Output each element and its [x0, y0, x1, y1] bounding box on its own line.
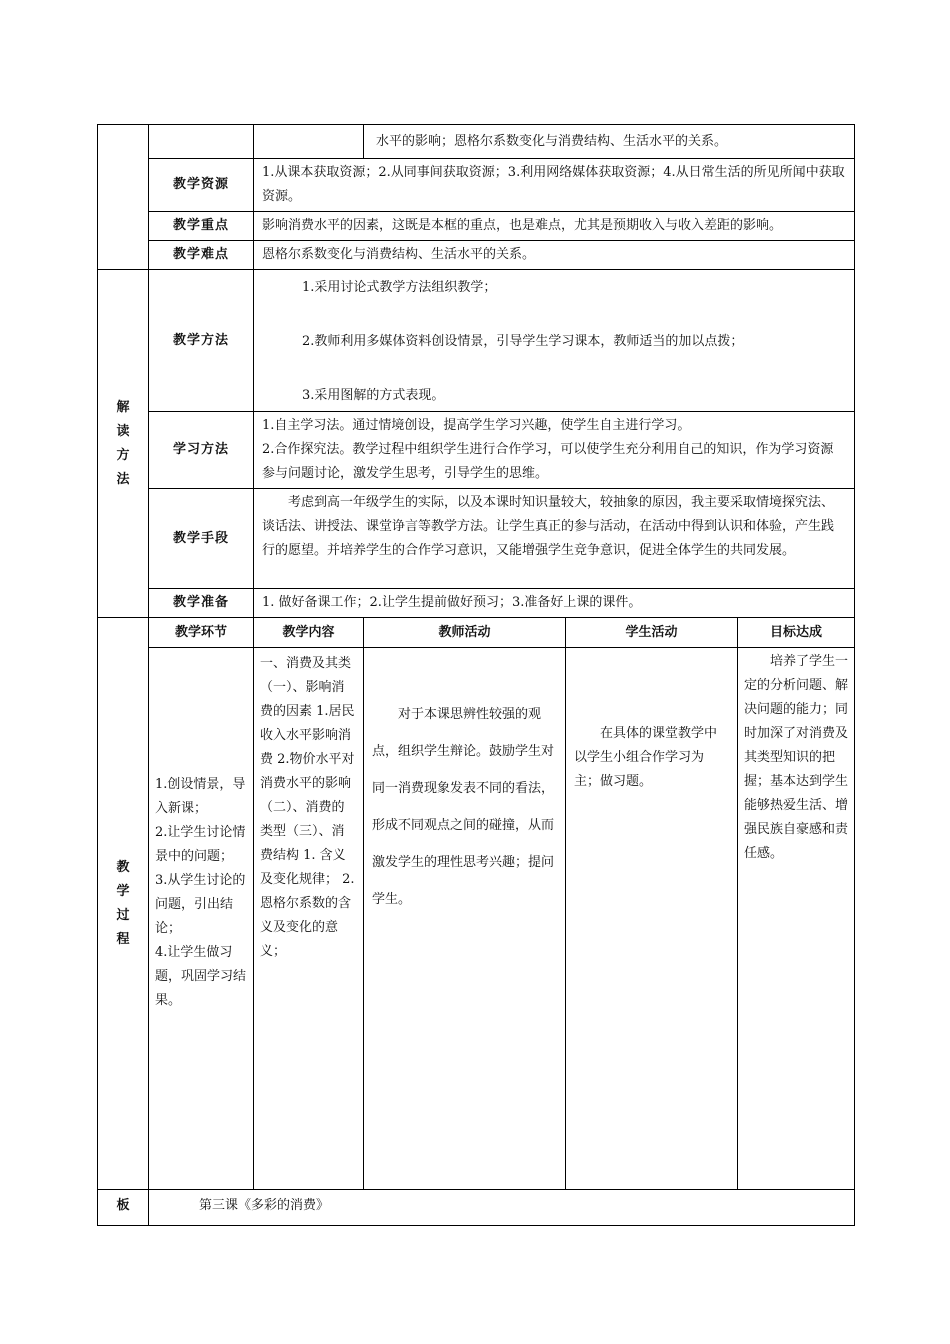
preparation-row — [98, 589, 855, 618]
lesson-plan-table — [97, 124, 855, 1226]
section-blank-cell — [98, 125, 149, 270]
learning-method-text — [254, 412, 855, 489]
stage-item: 2.让学生讨论情景中的问题； — [155, 824, 246, 864]
section-char: 过 — [116, 907, 130, 923]
section-char: 方 — [116, 447, 130, 463]
goal-cell: 培养了学生一定的分析问题、解决问题的能力；同时加深了对消费及其类型知识的把握；基本达到学生能够热爱生活、增强民族自豪感和责任感。 — [738, 648, 855, 1190]
header-content: 教学内容 — [254, 618, 364, 648]
content-cell: 一、消费及其类（一）、影响消费的因素 1.居民收入水平影响消费 2.物价水平对消费水平的影响（二）、消费的类型（三）、消费结构 1. 含义及变化规律； 2. 恩格尔系数的含义及变化的意义； — [254, 648, 364, 1190]
section-char: 学 — [116, 883, 130, 899]
section-teaching-process — [98, 618, 149, 1190]
process-header-row — [98, 618, 855, 648]
learning-method-item: 2.合作探究法。教学过程中组织学生进行合作学习，可以使学生充分利用自己的知识，作为学习资源参与问题讨论，激发学生思考，引导学生的思维。 — [262, 442, 834, 481]
section-char: 法 — [116, 471, 130, 487]
header-stage: 教学环节 — [149, 618, 254, 648]
header-student: 学生活动 — [566, 618, 738, 648]
learning-method-row — [98, 412, 855, 489]
learning-method-label: 学习方法 — [149, 412, 254, 489]
board-label: 板 — [98, 1190, 149, 1226]
teaching-method-item: 1.采用讨论式教学方法组织教学； — [302, 280, 497, 295]
resources-text: 1.从课本获取资源；2.从同事间获取资源；3.利用网络媒体获取资源；4.从日常生活的所见所闻中获取资源。 — [254, 159, 855, 212]
continuation-text: 水平的影响；恩格尔系数变化与消费结构、生活水平的关系。 — [364, 125, 855, 159]
learning-method-item: 1.自主学习法。通过情境创设，提高学生学习兴趣，使学生自主进行学习。 — [262, 418, 691, 433]
section-interpret-methods — [98, 270, 149, 618]
teacher-cell: 对于本课思辨性较强的观点，组织学生辩论。鼓励学生对同一消费现象发表不同的看法，形成不同观点之间的碰撞，从而激发学生的理性思考兴趣；提问学生。 — [364, 648, 566, 1190]
process-body-row — [98, 648, 855, 1190]
header-goal: 目标达成 — [738, 618, 855, 648]
preparation-text: 1. 做好备课工作；2.让学生提前做好预习；3.准备好上课的课件。 — [254, 589, 855, 618]
preparation-label: 教学准备 — [149, 589, 254, 618]
teaching-method-item: 3.采用图解的方式表现。 — [302, 388, 445, 403]
student-cell: 在具体的课堂教学中以学生小组合作学习为主；做习题。 — [566, 648, 738, 1190]
teaching-means-row — [98, 489, 855, 589]
difficulties-label: 教学难点 — [149, 241, 254, 270]
teaching-method-label: 教学方法 — [149, 270, 254, 412]
key-points-text: 影响消费水平的因素，这既是本框的重点，也是难点，尤其是预期收入与收入差距的影响。 — [254, 212, 855, 241]
section-char: 教 — [116, 859, 130, 875]
board-text: 第三课《多彩的消费》 — [149, 1190, 855, 1226]
section-char: 程 — [116, 931, 130, 947]
key-points-label: 教学重点 — [149, 212, 254, 241]
key-points-row — [98, 212, 855, 241]
blank-cell — [149, 125, 254, 159]
stage-item: 4.让学生做习题，巩固学习结果。 — [155, 944, 247, 1008]
board-row — [98, 1190, 855, 1226]
stage-item: 1.创设情景，导入新课； — [155, 776, 246, 816]
teaching-method-row — [98, 270, 855, 412]
section-char: 读 — [116, 423, 130, 439]
header-teacher: 教师活动 — [364, 618, 566, 648]
resources-row — [98, 159, 855, 212]
teaching-means-label: 教学手段 — [149, 489, 254, 589]
difficulties-row — [98, 241, 855, 270]
teaching-means-text: 考虑到高一年级学生的实际，以及本课时知识量较大，较抽象的原因，我主要采取情境探究法、谈话法、讲授法、课堂诤言等教学方法。让学生真正的参与活动，在活动中得到认识和体验，产生践行的愿望。并培养学生的合作学习意识，又能增强学生竞争意识，促进全体学生的共同发展。 — [254, 489, 855, 589]
resources-label: 教学资源 — [149, 159, 254, 212]
stage-cell — [149, 648, 254, 1190]
section-char: 解 — [116, 399, 130, 415]
difficulties-text: 恩格尔系数变化与消费结构、生活水平的关系。 — [254, 241, 855, 270]
teaching-method-item: 2.教师利用多媒体资料创设情景，引导学生学习课本，教师适当的加以点拨； — [302, 334, 744, 349]
blank-cell — [254, 125, 364, 159]
stage-item: 3.从学生讨论的问题，引出结论； — [155, 872, 246, 936]
teaching-method-text — [254, 270, 855, 412]
continuation-row — [98, 125, 855, 159]
